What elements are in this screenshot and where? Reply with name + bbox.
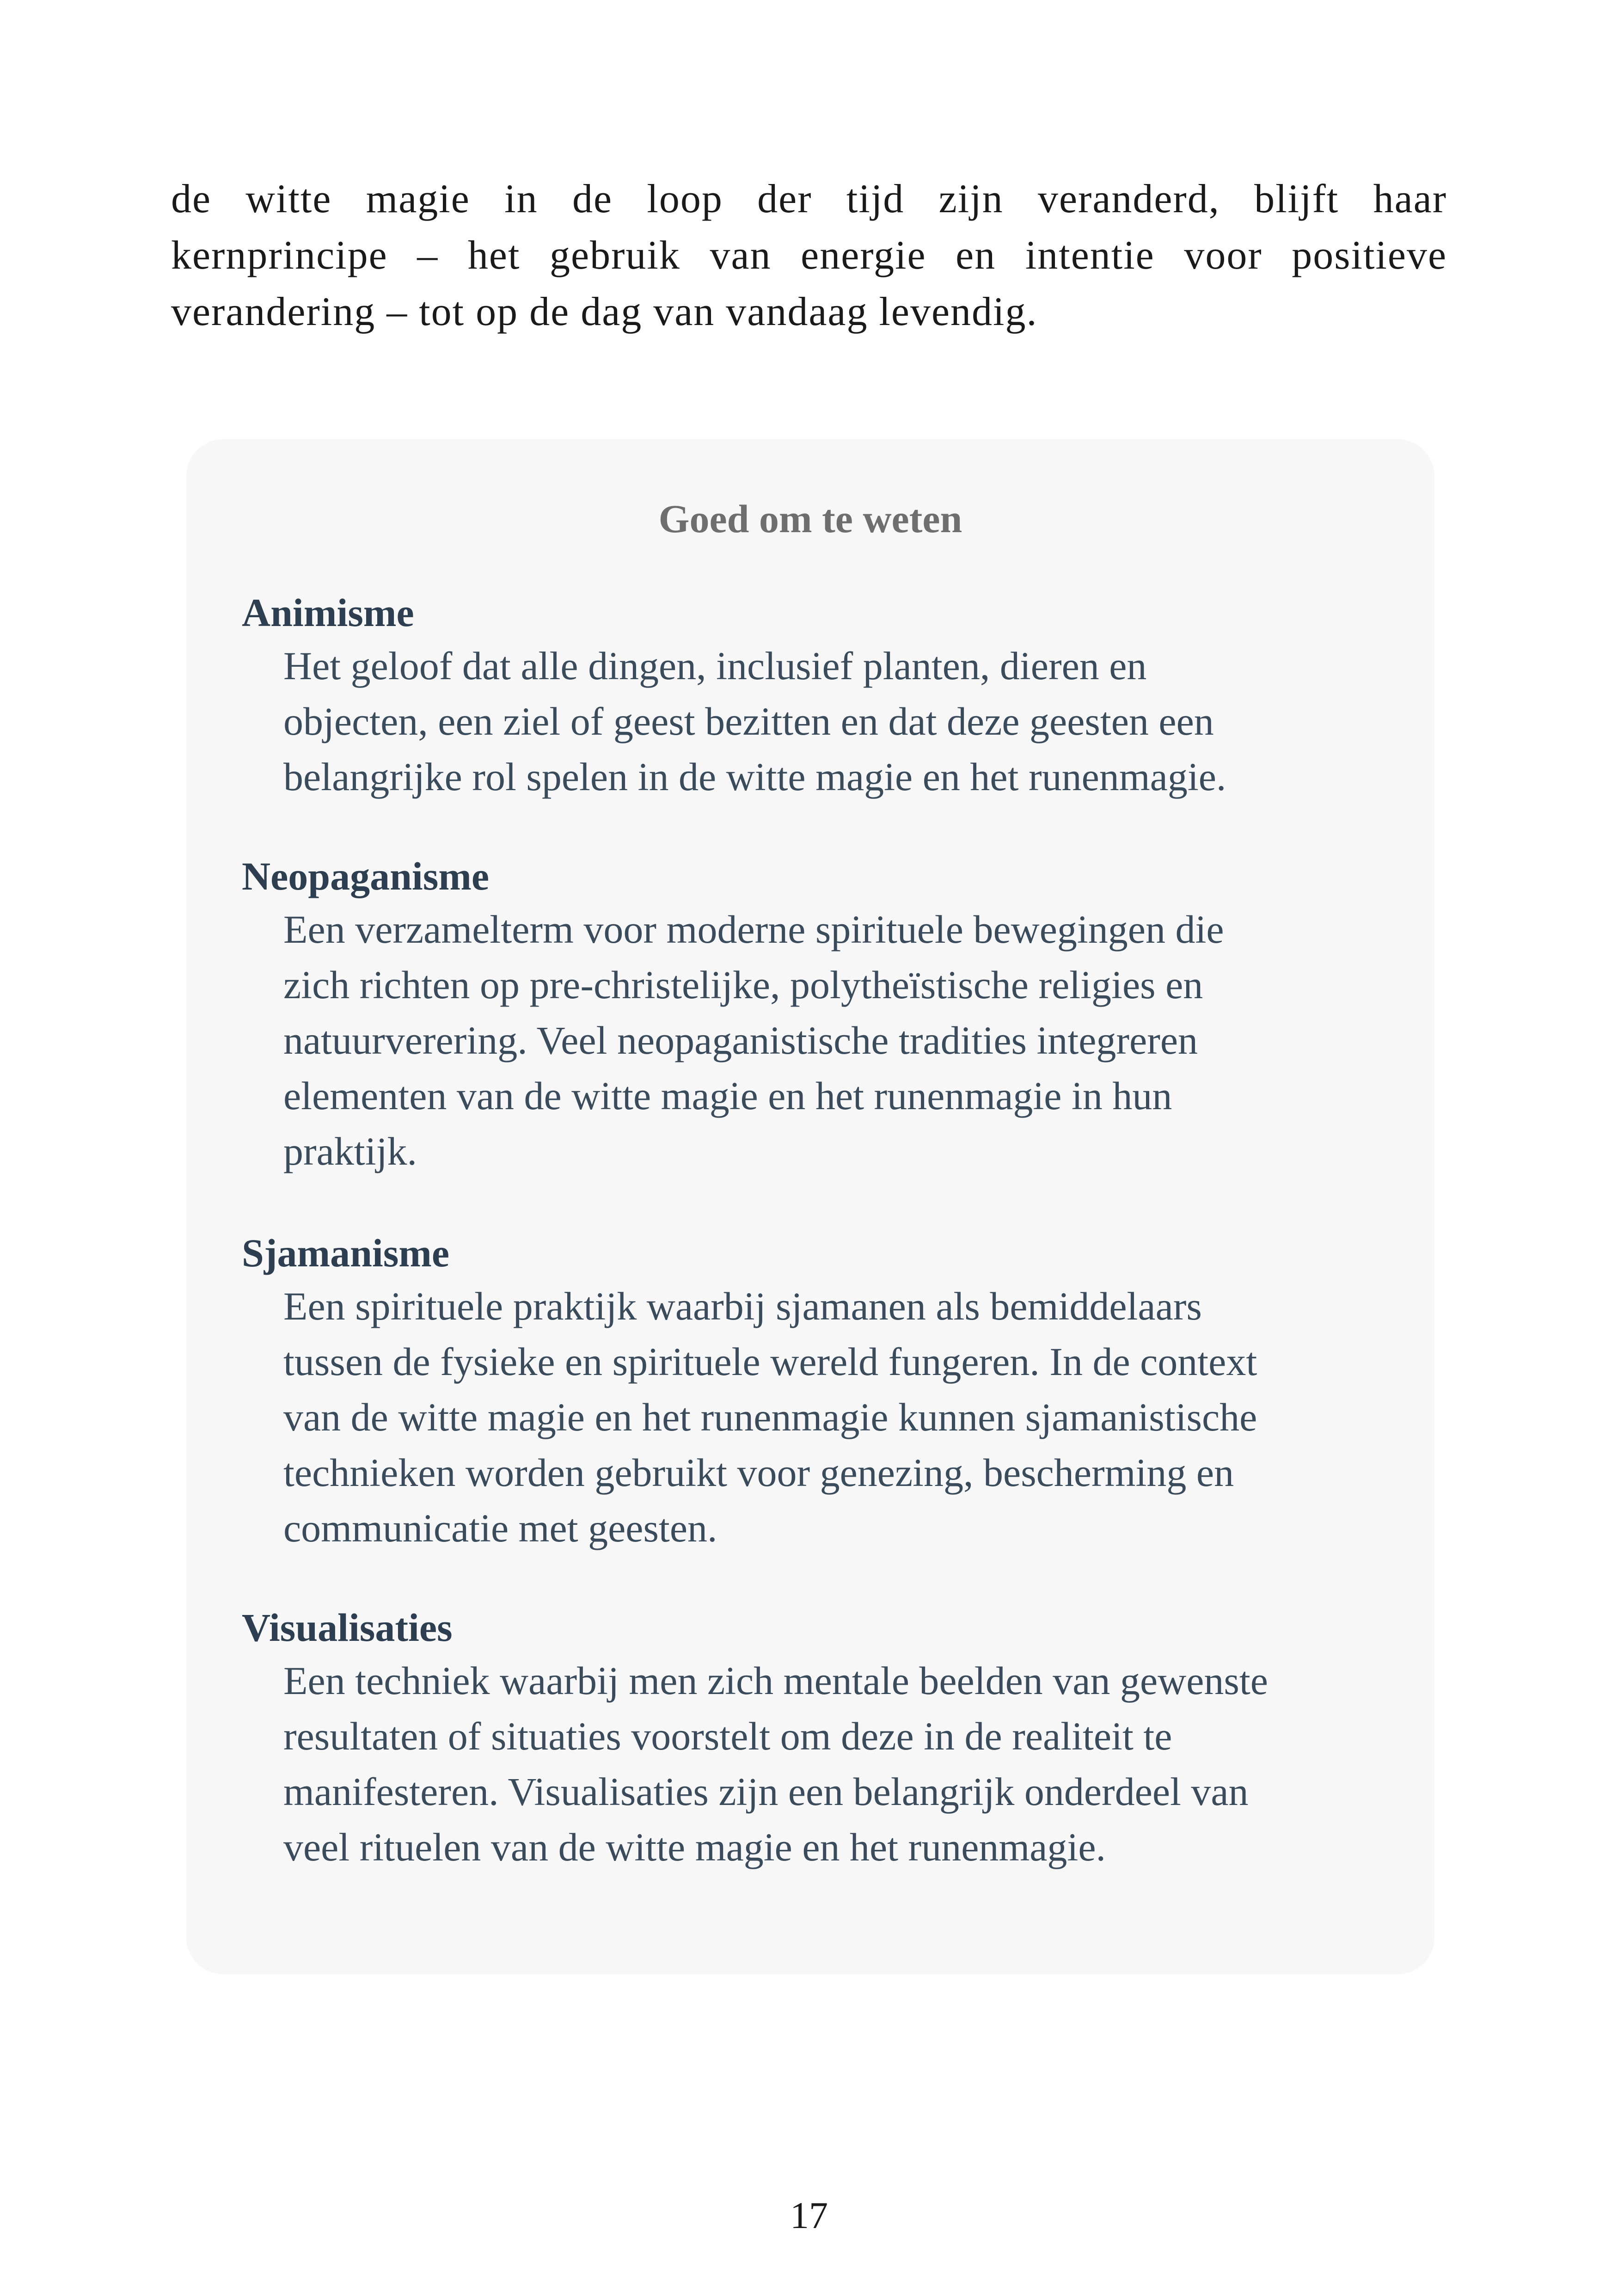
definition-line: Een verzamelterm voor moderne spirituele bewegingen die [283,907,1224,952]
definition-line: tussen de fysieke en spirituele wereld fungeren. In de context [283,1339,1257,1384]
definition-line: belangrijke rol spelen in de witte magie en het runenmagie. [283,755,1226,799]
definition-line: Het geloof dat alle dingen, inclusief planten, dieren en [283,644,1147,688]
intro-line: kernprincipe – het gebruik van energie en intentie voor positieve [171,233,1447,278]
definition-line: van de witte magie en het runenmagie kunnen sjamanistische [283,1395,1257,1439]
definition-line: manifesteren. Visualisaties zijn een belangrijk onderdeel van [283,1769,1249,1814]
definition-line: Een techniek waarbij men zich mentale beelden van gewenste [283,1658,1268,1703]
glossary-term: Visualisaties [242,1605,453,1650]
glossary-box [186,439,1434,1974]
glossary-definition [242,902,1388,1179]
glossary-definition [242,1653,1388,1875]
definition-line: resultaten of situaties voorstelt om deze in de realiteit te [283,1714,1172,1758]
glossary-entry-neopaganisme [242,851,1388,1179]
glossary-definition [242,638,1388,804]
intro-line: verandering – tot op de dag van vandaag levendig. [171,289,1038,334]
page-number: 17 [790,2194,828,2236]
glossary-term: Animisme [242,590,414,635]
definition-line: zich richten op pre-christelijke, polytheïstische religies en [283,963,1203,1007]
definition-line: elementen van de witte magie en het runenmagie in hun [283,1074,1172,1118]
definition-line: veel rituelen van de witte magie en het runenmagie. [283,1825,1106,1869]
glossary-entry-visualisaties [242,1602,1388,1875]
definition-line: communicatie met geesten. [283,1506,717,1550]
glossary-entry-sjamanisme [242,1228,1388,1556]
definition-line: Een spirituele praktijk waarbij sjamanen als bemiddelaars [283,1284,1202,1328]
glossary-entry-animisme [242,587,1388,804]
definition-line: objecten, een ziel of geest bezitten en dat deze geesten een [283,699,1214,743]
definition-line: natuurverering. Veel neopaganistische tradities integreren [283,1018,1198,1062]
intro-line: de witte magie in de loop der tijd zijn veranderd, blijft haar [171,177,1447,221]
glossary-title: Goed om te weten [658,497,962,541]
definition-line: technieken worden gebruikt voor genezing, bescherming en [283,1450,1234,1495]
glossary-term: Sjamanisme [242,1231,450,1275]
intro-paragraph [171,171,1447,340]
glossary-definition [242,1278,1388,1556]
glossary-term: Neopaganisme [242,854,490,898]
definition-line: praktijk. [283,1129,417,1173]
